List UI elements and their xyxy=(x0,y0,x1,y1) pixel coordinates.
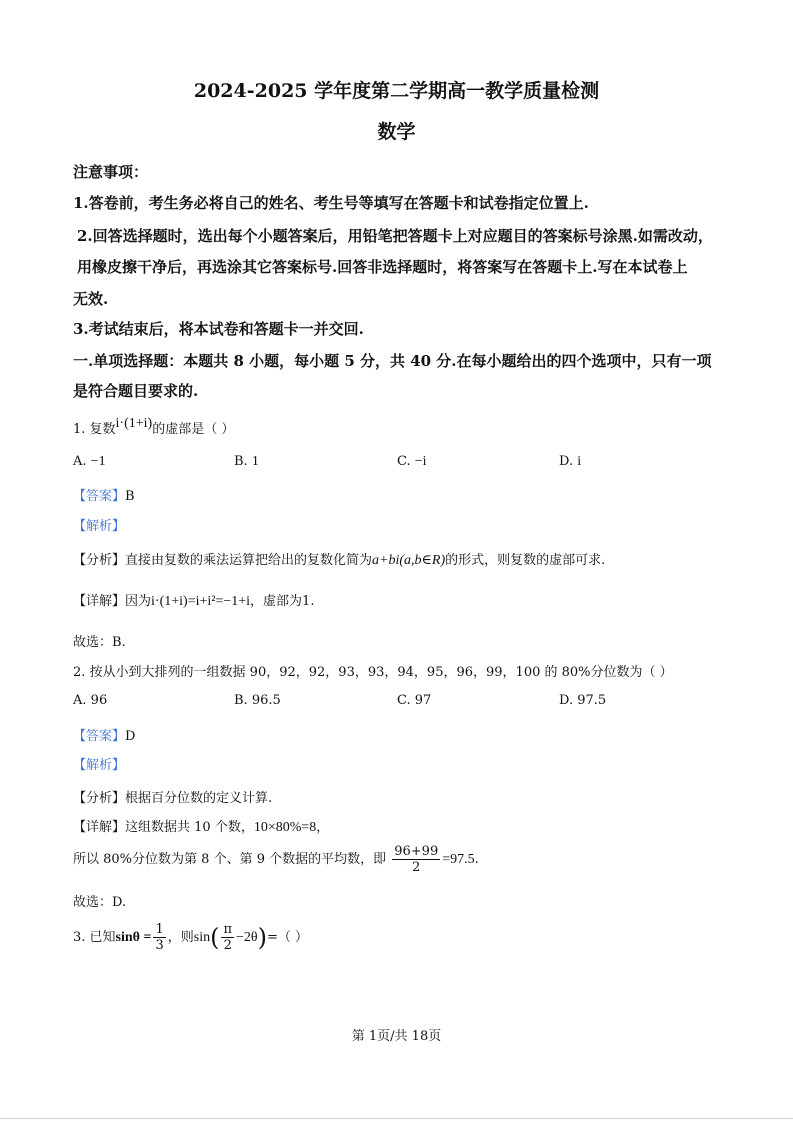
question-2-conclusion: 故选：D. xyxy=(73,895,127,910)
page-number: 第 1页/共 18页 xyxy=(351,1029,442,1044)
question-1-xiangjie: 【详解】因为i·(1+i)=i+i²=−1+i，虚部为1. xyxy=(73,594,315,609)
question-2-answer xyxy=(73,725,135,744)
question-2-analysis-tag: 【解析】 xyxy=(73,758,126,773)
question-1-answer xyxy=(73,485,135,504)
xiangjie-expression: i·(1+i)=i+i²=−1+i xyxy=(151,594,251,609)
answer-tag: 【答案】 xyxy=(73,729,126,744)
xiangjie-tag: 【详解】 xyxy=(73,594,126,609)
question-1-suffix: 的虚部是（ ） xyxy=(152,422,235,437)
question-2-option-d: D. 97.5 xyxy=(559,693,607,708)
question-1-analysis-tag: 【解析】 xyxy=(73,519,126,534)
question-2-stem: 2. 按从小到大排列的一组数据 90，92，92，93，93，94，95，96，99，100 的 80%分位数为（ ） xyxy=(73,665,673,680)
fenxi-tag: 【分析】 xyxy=(73,791,126,806)
question-2-option-a: A. 96 xyxy=(73,693,108,708)
fraction: $\frac{1}{3}$ xyxy=(155,922,164,953)
subject-title: 数学 xyxy=(377,121,416,143)
xiangjie-expression: 10×80%=8 xyxy=(253,820,317,835)
question-1-stem xyxy=(73,418,234,438)
notice-item-1: 1.答卷前，考生务必将自己的姓名、考生号等填写在答题卡和试卷指定位置上. xyxy=(73,194,589,212)
question-2-option-b: B. 96.5 xyxy=(234,693,281,708)
question-1-option-d: D. i xyxy=(559,454,582,469)
question-1-option-c: C. −i xyxy=(397,454,427,469)
question-2-option-c: C. 97 xyxy=(397,693,432,708)
notice-item-2-line-2: 用橡皮擦干净后，再选涂其它答案标号.回答非选择题时，将答案写在答题卡上.写在本试卷上 xyxy=(77,258,688,276)
fenxi-expression: a+bi(a,b∈R) xyxy=(372,553,446,568)
question-1-expression: i·(1+i) xyxy=(115,416,153,431)
question-1-option-b: B. 1 xyxy=(234,454,259,469)
notice-item-2-line-1: 2.回答选择题时，选出每个小题答案后，用铅笔把答题卡上对应题目的答案标号涂黑.如需改动， xyxy=(77,227,713,245)
fraction: $\frac{\pi}{2}$ xyxy=(223,922,233,953)
question-1-option-a: A. −1 xyxy=(73,454,106,469)
question-2-solution-line: 所以 80%分位数为第 8 个、第 9 个数据的平均数，即 $\frac{96+99}{2}$ =97.5. xyxy=(73,844,479,875)
question-2-fenxi: 【分析】根据百分位数的定义计算. xyxy=(73,791,273,806)
notice-heading: 注意事项： xyxy=(73,163,149,181)
fraction: $\frac{96+99}{2}$ xyxy=(394,844,439,875)
xiangjie-tag: 【详解】 xyxy=(73,820,126,835)
answer-tag: 【答案】 xyxy=(73,489,126,504)
answer-value: B xyxy=(125,489,135,504)
question-2-xiangjie: 【详解】这组数据共 10 个数，10×80%=8， xyxy=(73,820,330,835)
question-1-conclusion: 故选：B. xyxy=(73,635,126,650)
section-1-line-2: 是符合题目要求的. xyxy=(73,382,199,400)
question-1-prefix: 1. 复数 xyxy=(73,422,116,437)
fenxi-tag: 【分析】 xyxy=(73,553,126,568)
answer-value: D xyxy=(125,729,136,744)
question-1-fenxi: 【分析】直接由复数的乘法运算把给出的复数化简为a+bi(a,b∈R)的形式，则复数的虚部可求. xyxy=(73,553,606,568)
notice-item-3: 3.考试结束后，将本试卷和答题卡一并交回. xyxy=(73,320,364,338)
exam-title: 2024-2025 学年度第二学期高一教学质量检测 xyxy=(193,80,600,102)
page-bottom-rule xyxy=(0,1118,793,1119)
question-3-stem: 3. 已知sinθ = $\frac{1}{3}$ ，则sin( $\frac{\pi}{2}$ −2θ)=（ ） xyxy=(73,922,309,953)
section-1-line-1: 一.单项选择题：本题共 8 小题，每小题 5 分，共 40 分.在每小题给出的四个选项中，只有一项 xyxy=(73,352,712,370)
notice-item-2-line-3: 无效. xyxy=(73,290,109,308)
